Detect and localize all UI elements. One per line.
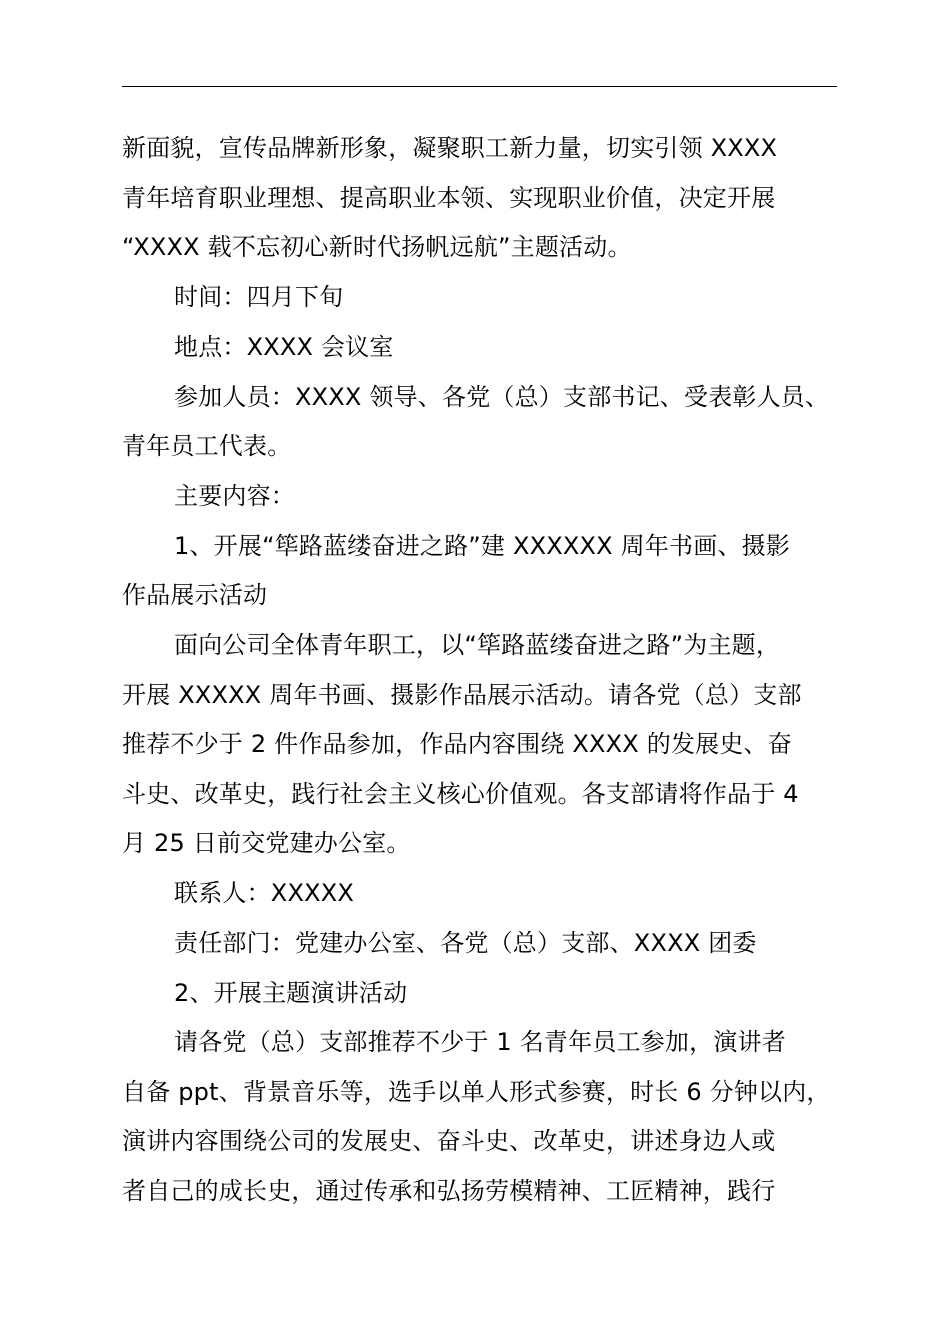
- text-line-time: 时间：四月下旬: [174, 283, 344, 311]
- text-line: 请各党（总）支部推荐不少于 1 名青年员工参加，演讲者: [174, 1028, 786, 1056]
- text-line: 推荐不少于 2 件作品参加，作品内容围绕 XXXX 的发展史、奋: [122, 730, 792, 758]
- text-line: 者自己的成长史，通过传承和弘扬劳模精神、工匠精神，践行: [122, 1177, 776, 1205]
- text-line: 青年培育职业理想、提高职业本领、实现职业价值，决定开展: [122, 184, 776, 212]
- text-line: 面向公司全体青年职工，以“筚路蓝缕奋进之路”为主题，: [174, 631, 781, 659]
- text-line: 青年员工代表。: [122, 432, 292, 460]
- text-line: 自备 ppt、背景音乐等，选手以单人形式参赛，时长 6 分钟以内，: [122, 1078, 831, 1106]
- section-heading-2: 2、开展主题演讲活动: [174, 979, 408, 1007]
- text-line: 斗史、改革史，践行社会主义核心价值观。各支部请将作品于 4: [122, 780, 799, 808]
- text-line: 新面貌，宣传品牌新形象，凝聚职工新力量，切实引领 XXXX: [122, 134, 778, 162]
- text-line-location: 地点：XXXX 会议室: [174, 333, 394, 361]
- text-line: 月 25 日前交党建办公室。: [122, 829, 411, 857]
- header-rule: [122, 86, 837, 87]
- text-line-department: 责任部门：党建办公室、各党（总）支部、XXXX 团委: [174, 929, 757, 957]
- section-heading-1: 1、开展“筚路蓝缕奋进之路”建 XXXXXX 周年书画、摄影: [174, 532, 791, 560]
- text-line: “XXXX 载不忘初心新时代扬帆远航”主题活动。: [122, 233, 632, 261]
- section-heading-1-cont: 作品展示活动: [122, 581, 268, 609]
- text-line-participants: 参加人员：XXXX 领导、各党（总）支部书记、受表彰人员、: [174, 383, 830, 411]
- text-line: 演讲内容围绕公司的发展史、奋斗史、改革史，讲述身边人或: [122, 1127, 776, 1155]
- text-line-contact: 联系人：XXXXX: [174, 879, 355, 907]
- text-line-main-content: 主要内容：: [174, 482, 295, 510]
- text-line: 开展 XXXXX 周年书画、摄影作品展示活动。请各党（总）支部: [122, 681, 802, 709]
